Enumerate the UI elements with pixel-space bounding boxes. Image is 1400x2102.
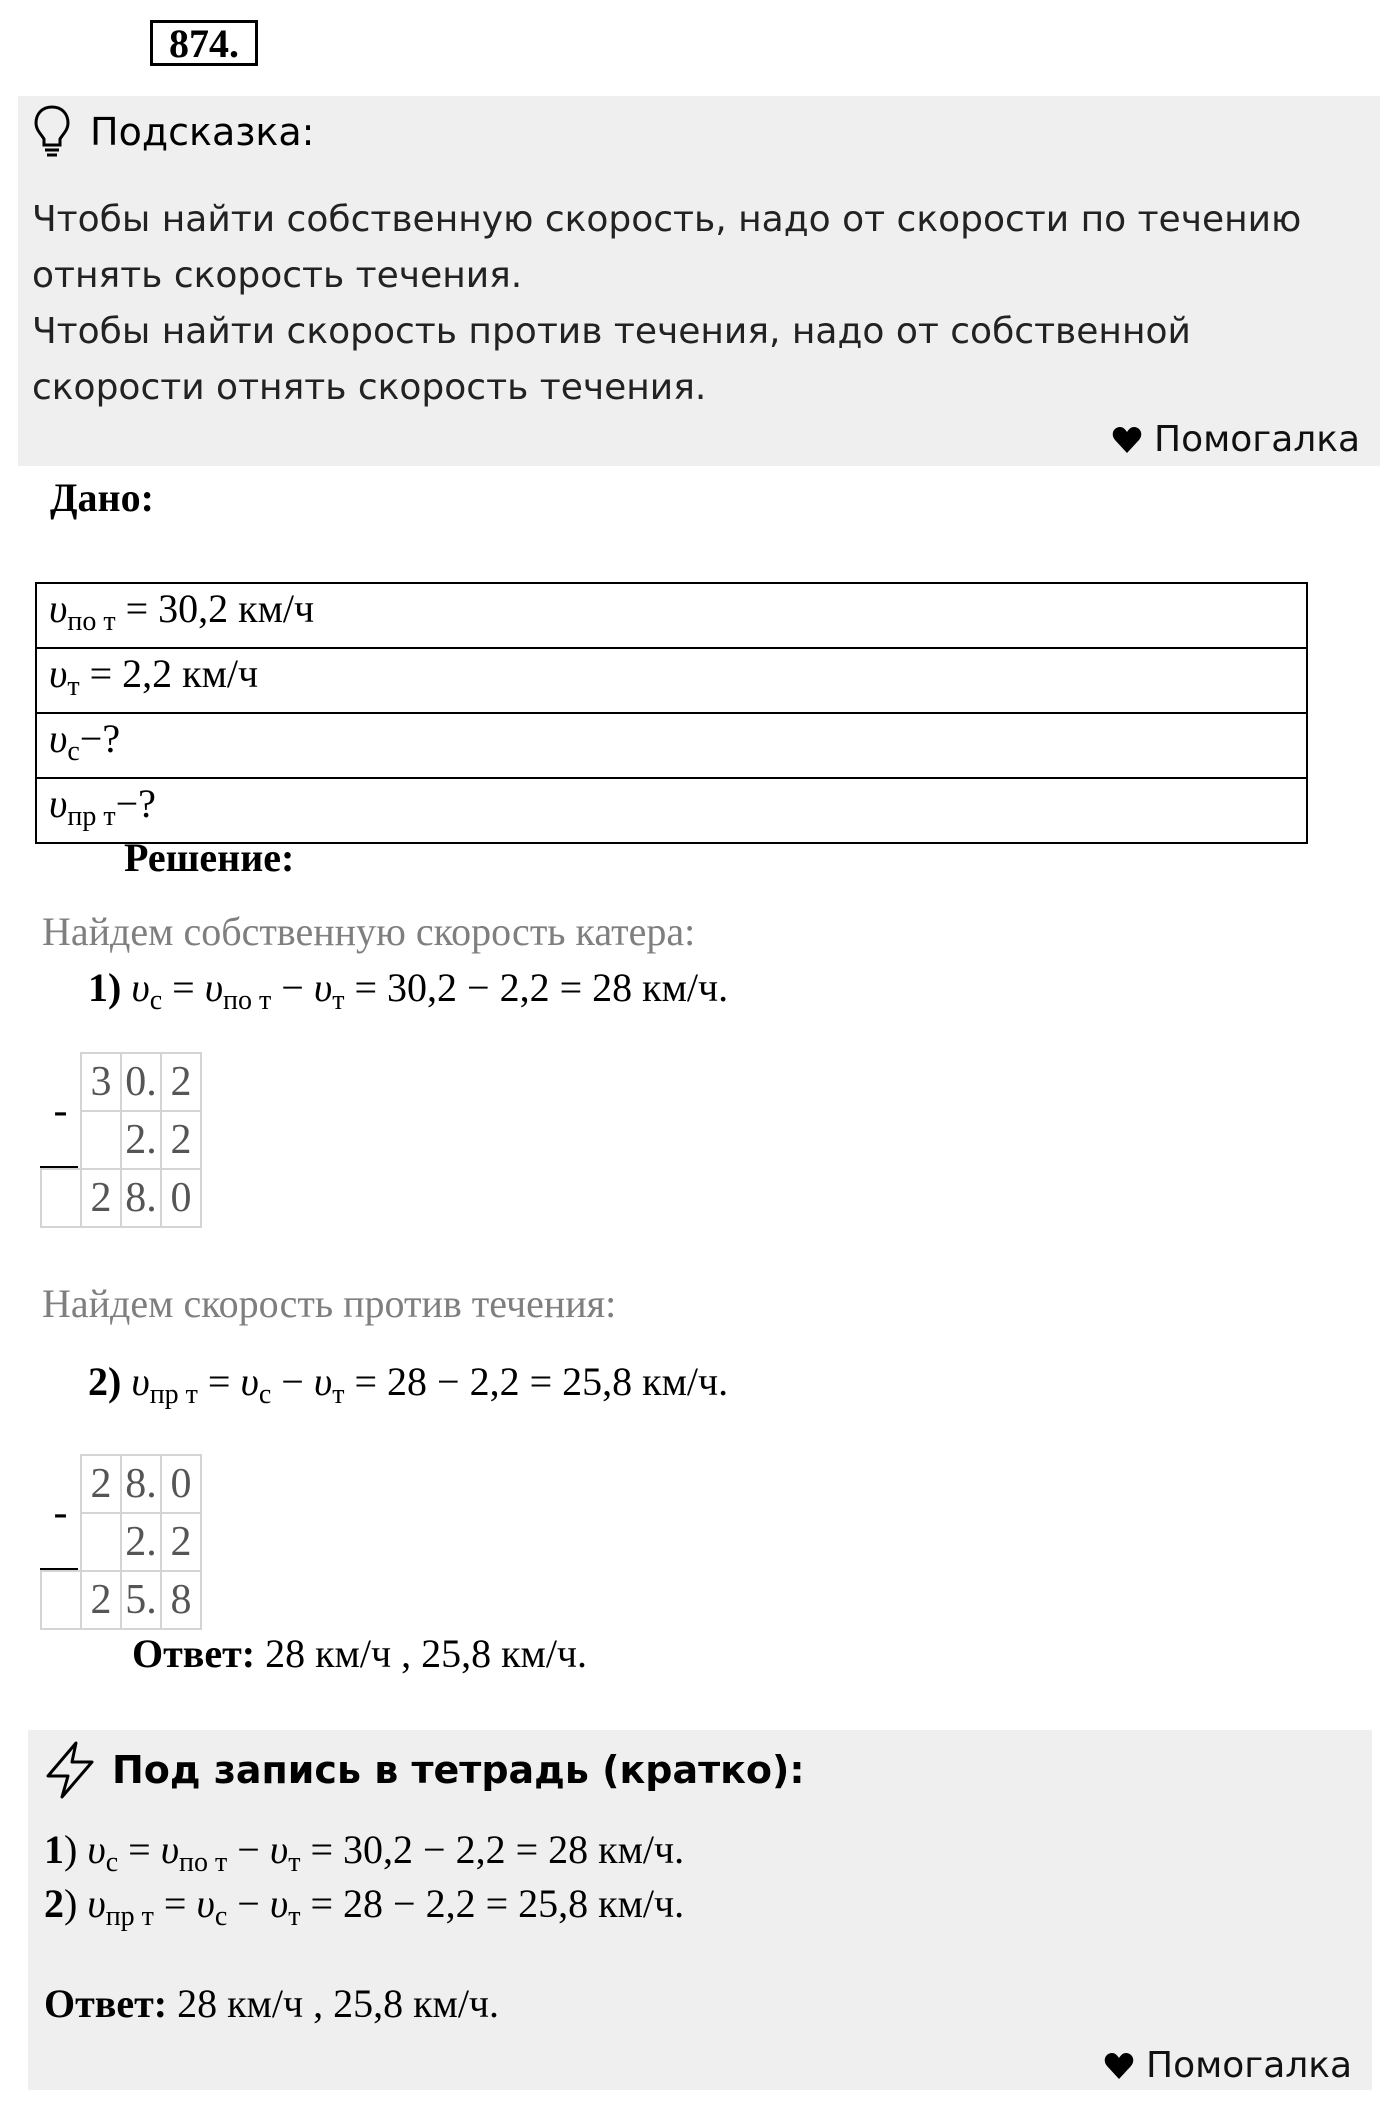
given-row: $\upsilon_т = 2,2$ км/ч xyxy=(36,648,1307,713)
answer: Ответ: 28 км/ч , 25,8 км/ч. xyxy=(132,1631,588,1676)
notebook-line-2: 2) $\upsilon_{пр т} = \upsilon_с - \upsilon_т = 28 - 2,2 = 25,8$ км/ч. xyxy=(44,1881,685,1932)
hint-line: Чтобы найти собственную скорость, надо от скорости по течению xyxy=(32,199,1302,240)
hint-line: отнять скорость течения. xyxy=(32,255,523,296)
given-row: $\upsilon_с-$? xyxy=(36,713,1307,778)
lightbulb-icon xyxy=(32,104,72,158)
given-table xyxy=(35,582,1308,844)
notebook-title: Под запись в тетрадь (кратко): xyxy=(112,1748,805,1792)
solution-heading: Решение: xyxy=(124,835,295,880)
helper-link[interactable]: Помогалка xyxy=(1146,2045,1353,2086)
heart-icon xyxy=(1104,2052,1134,2080)
given-heading: Дано: xyxy=(50,475,154,520)
given-row: $\upsilon_{по т} = 30,2$ км/ч xyxy=(36,583,1307,648)
hint-title: Подсказка: xyxy=(90,110,315,154)
step1-equation: 1) $\upsilon_с = \upsilon_{по т} - \upsilon_т = 30,2 - 2,2 = 28$ км/ч. xyxy=(88,965,729,1016)
given-row: $\upsilon_{пр т}-$? xyxy=(36,778,1307,843)
step2-intro: Найдем скорость против течения: xyxy=(42,1281,617,1326)
helper-link[interactable]: Помогалка xyxy=(1154,419,1361,460)
notebook-answer: Ответ: 28 км/ч , 25,8 км/ч. xyxy=(44,1981,500,2026)
minus-sign: - xyxy=(53,1087,68,1134)
heart-icon xyxy=(1112,426,1142,454)
step1-intro: Найдем собственную скорость катера: xyxy=(42,909,696,954)
hint-line: скорости отнять скорость течения. xyxy=(32,367,707,408)
column-subtraction-2: - 2 8. 0 2. 2 2 5. 8 xyxy=(40,1454,202,1630)
lightning-icon xyxy=(42,1740,98,1800)
problem-number: 874. xyxy=(150,20,258,66)
step2-equation: 2) $\upsilon_{пр т} = \upsilon_с - \upsilon_т = 28 - 2,2 = 25,8$ км/ч. xyxy=(88,1359,729,1410)
notebook-line-1: 1) $\upsilon_с = \upsilon_{по т} - \upsilon_т = 30,2 - 2,2 = 28$ км/ч. xyxy=(44,1827,685,1878)
hint-text xyxy=(32,192,1352,416)
hint-line: Чтобы найти скорость против течения, надо от собственной xyxy=(32,311,1191,352)
column-subtraction-1: - 3 0. 2 2. 2 2 8. 0 xyxy=(40,1052,202,1228)
minus-sign: - xyxy=(53,1489,68,1536)
